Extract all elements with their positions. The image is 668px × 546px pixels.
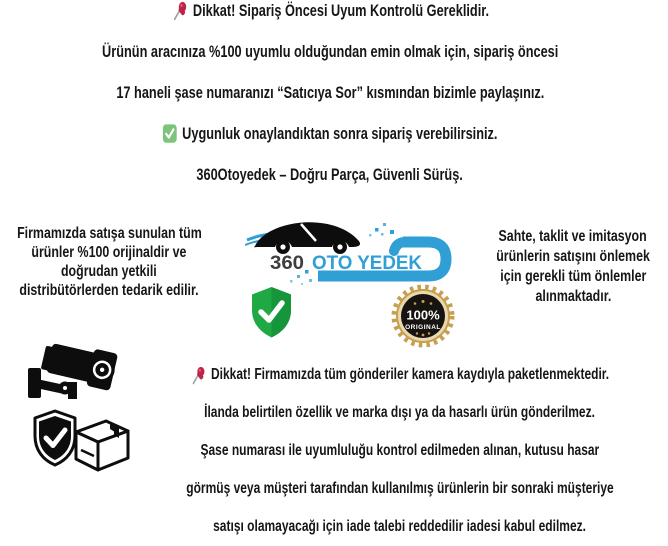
notice-text: 17 haneli şase numaranızı “Satıcıya Sor” kısmından bizimle paylaşınız. [115, 82, 544, 102]
notice-line [0, 72, 660, 113]
policy-line [150, 508, 650, 546]
security-camera-icon [26, 342, 128, 406]
text-line: Sahte, taklit ve imitasyon [498, 228, 648, 245]
notice-text: Ürünün aracınıza %100 uyumlu olduğundan emin olmak için, sipariş öncesi [101, 41, 559, 61]
text-line: distribütörlerden tedarik edilir. [19, 281, 199, 299]
policy-text: İlanda belirtilen özellik ve marka dışı ya da hasarlı ürün gönderilmez. [204, 404, 596, 421]
policy-line [150, 470, 650, 508]
badge-label: ORIGINAL [405, 324, 441, 331]
text-line: ürünler %100 orijinaldir ve [31, 243, 187, 261]
shield-package-icon [26, 408, 130, 488]
text-line: Firmamızda satışa sunulan tüm [16, 224, 202, 242]
notice-text: Uygunluk onaylandıktan sonra sipariş verebilirsiniz. [182, 123, 498, 143]
policy-text: Dikkat! Firmamızda tüm gönderiler kamera kaydıyla paketlenmektedir. [211, 366, 610, 383]
top-notice-block [0, 0, 660, 195]
policy-line [150, 394, 650, 432]
text-line: için gerekli tüm önlemler [499, 268, 647, 285]
policy-text: satışı olamayacağı için iade talebi reddedilir iadesi kabul edilmez. [213, 518, 587, 535]
policy-text: görmüş veya müşteri tarafından kullanılmış ürünlerin bir sonraki müşteriye [186, 480, 614, 497]
logo-name: OTO YEDEK [312, 253, 423, 274]
notice-text: 360Otoyedek – Doğru Parça, Güvenli Sürüş. [196, 164, 464, 184]
badge-percent: 100% [406, 307, 440, 323]
notice-line [0, 154, 660, 195]
policy-text: Şase numarası ile uyumluluğu kontrol edilmeden alınan, kutusu hasar [200, 442, 600, 459]
original-products-text-block [0, 224, 218, 300]
original-badge-icon [391, 284, 455, 348]
shipping-policy-block [150, 356, 650, 546]
text-line: doğrudan yetkili [61, 262, 157, 280]
car-icon [254, 222, 360, 254]
logo-number: 360 [270, 253, 304, 274]
pushpin-icon [171, 0, 188, 22]
anti-counterfeit-text-block [478, 227, 668, 307]
notice-line [0, 0, 660, 31]
text-line: alınmaktadır. [535, 288, 611, 305]
check-mark-icon [162, 123, 178, 144]
notice-line [0, 113, 660, 154]
pushpin-icon [191, 365, 207, 386]
shield-check-icon [249, 286, 294, 339]
policy-line [150, 356, 650, 394]
policy-line [150, 432, 650, 470]
text-line: ürünlerin satışını önlemek [496, 248, 650, 265]
notice-text: Dikkat! Sipariş Öncesi Uyum Kontrolü Gereklidir. [192, 0, 489, 20]
notice-line [0, 31, 660, 72]
